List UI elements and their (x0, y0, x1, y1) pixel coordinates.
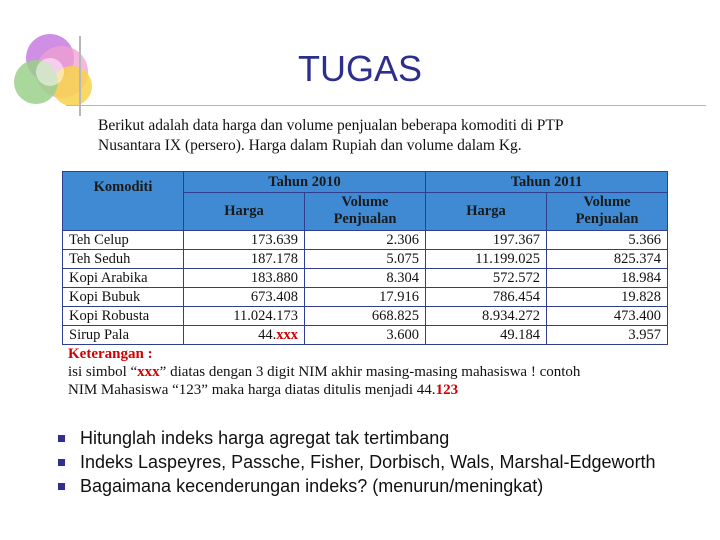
cell-harga-2010: 673.408 (184, 288, 305, 307)
notes-line-1-a: isi simbol “ (68, 364, 138, 380)
cell-harga-2011: 786.454 (426, 288, 547, 307)
bullet-square-icon (58, 483, 65, 490)
table-row (63, 288, 668, 307)
list-item (56, 474, 696, 498)
header-volume-2011 (547, 192, 668, 230)
notes-line-1-b: ” diatas dengan 3 digit NIM akhir masing-masing mahasiswa ! contoh (159, 364, 581, 380)
notes-line-2-red: 123 (435, 382, 459, 398)
bullet-square-icon (58, 435, 65, 442)
cell-commodity: Teh Celup (63, 231, 184, 250)
cell-volume-2010: 2.306 (305, 231, 426, 250)
header-year-2010: Tahun 2010 (184, 172, 426, 193)
cell-harga-2011: 572.572 (426, 269, 547, 288)
header-harga-2011: Harga (426, 192, 547, 230)
header-harga-2010: Harga (184, 192, 305, 230)
cell-volume-2011: 5.366 (547, 231, 668, 250)
cell-volume-2010: 5.075 (305, 250, 426, 269)
cell-commodity: Sirup Pala (63, 326, 184, 345)
harga-prefix: 44. (258, 327, 277, 343)
header-volume-2011-line1: Volume (583, 194, 631, 211)
notes-line-2 (68, 381, 668, 399)
cell-harga-2011: 197.367 (426, 231, 547, 250)
cell-commodity: Kopi Bubuk (63, 288, 184, 307)
cell-volume-2011: 3.957 (547, 326, 668, 345)
cell-volume-2011: 18.984 (547, 269, 668, 288)
notes-line-2-a: NIM Mahasiswa “123” maka harga diatas ditulis menjadi 44. (68, 382, 436, 398)
header-volume-2011-line2: Penjualan (575, 211, 639, 228)
list-item-text: Indeks Laspeyres, Passche, Fisher, Dorbisch, Wals, Marshal-Edgeworth (80, 452, 656, 472)
cell-volume-2010: 3.600 (305, 326, 426, 345)
cell-harga-2011: 49.184 (426, 326, 547, 345)
table-row (63, 269, 668, 288)
vertical-divider (79, 36, 81, 116)
cell-harga-2010: 173.639 (184, 231, 305, 250)
cell-harga-2011: 11.199.025 (426, 250, 547, 269)
table-row (63, 231, 668, 250)
slide-title: TUGAS (297, 48, 422, 89)
header-volume-2010 (305, 192, 426, 230)
notes-line-1-red: xxx (137, 364, 160, 380)
placeholder-xxx: xxx (276, 327, 298, 343)
decorative-circles-logo (0, 0, 110, 125)
cell-commodity: Kopi Arabika (63, 269, 184, 288)
cell-volume-2010: 8.304 (305, 269, 426, 288)
notes-line-1 (68, 363, 668, 381)
intro-text (98, 116, 658, 156)
task-list (56, 426, 696, 498)
cell-harga-2010: 187.178 (184, 250, 305, 269)
list-item-text: Bagaimana kecenderungan indeks? (menurun/meningkat) (80, 476, 544, 496)
notes-block (68, 345, 668, 399)
intro-line-1: Berikut adalah data harga dan volume penjualan beberapa komoditi di PTP (98, 117, 564, 134)
cell-volume-2011: 473.400 (547, 307, 668, 326)
horizontal-divider (66, 105, 706, 106)
cell-volume-2011: 19.828 (547, 288, 668, 307)
cell-volume-2011: 825.374 (547, 250, 668, 269)
cell-harga-2011: 8.934.272 (426, 307, 547, 326)
bullet-square-icon (58, 459, 65, 466)
cell-volume-2010: 668.825 (305, 307, 426, 326)
commodity-table (62, 171, 668, 345)
header-volume-2010-line2: Penjualan (333, 211, 397, 228)
header-komoditi: Komoditi (63, 172, 184, 231)
cell-harga-2010 (184, 326, 305, 345)
list-item-text: Hitunglah indeks harga agregat tak tertimbang (80, 428, 450, 448)
intro-line-2: Nusantara IX (persero). Harga dalam Rupiah dan volume dalam Kg. (98, 137, 522, 154)
cell-harga-2010: 183.880 (184, 269, 305, 288)
table-row (63, 307, 668, 326)
list-item (56, 426, 696, 450)
list-item (56, 450, 696, 474)
table-row (63, 250, 668, 269)
header-year-2011: Tahun 2011 (426, 172, 668, 193)
data-table-wrapper (62, 171, 668, 345)
table-row (63, 326, 668, 345)
cell-harga-2010: 11.024.173 (184, 307, 305, 326)
cell-commodity: Teh Seduh (63, 250, 184, 269)
cell-volume-2010: 17.916 (305, 288, 426, 307)
cell-commodity: Kopi Robusta (63, 307, 184, 326)
header-volume-2010-line1: Volume (341, 194, 389, 211)
notes-heading: Keterangan : (68, 346, 153, 362)
